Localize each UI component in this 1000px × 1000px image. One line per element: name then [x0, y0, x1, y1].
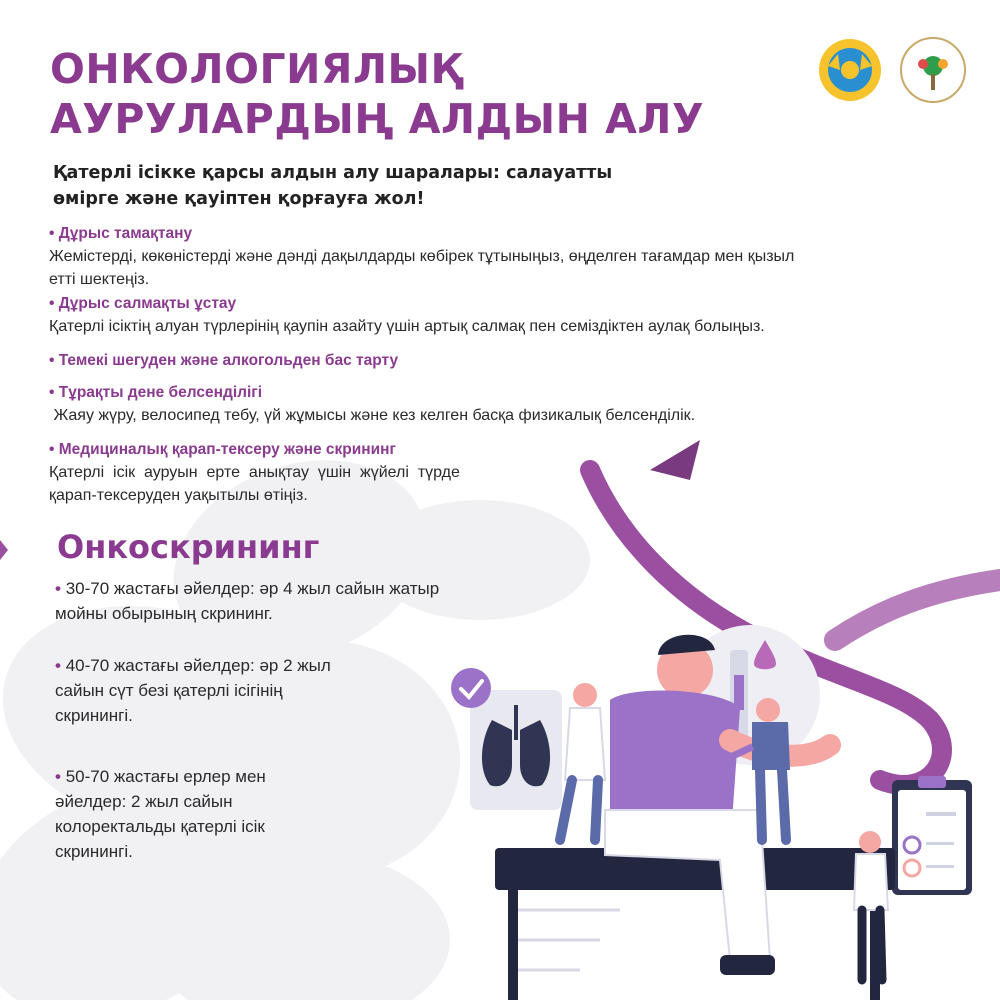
section-text-line: Қатерлі ісіктің алуан түрлерінің қаупін азайту үшін артық салмақ пен семіздіктен аулақ болыңыз. [49, 318, 765, 335]
onkoscreening-title: Онкоскрининг [57, 528, 320, 566]
section-text-line: етті шектеңіз. [49, 271, 150, 288]
screening-line: скринингі. [55, 842, 133, 861]
section-heading: • Темекі шегуден және алкогольден бас тарту [49, 352, 399, 369]
section-heading: • Тұрақты дене белсенділігі [49, 384, 263, 401]
section-text-line: Жаяу жүру, велосипед тебу, үй жұмысы және кез келген басқа физикалық белсенділік. [49, 407, 696, 424]
section-nutrition [49, 222, 794, 291]
logos [818, 36, 968, 106]
section-heading: • Медициналық қарап-тексеру және скрининг [49, 441, 396, 458]
section-screening [49, 438, 460, 507]
section-text-line: қарап-тексеруден уақытылы өтіңіз. [49, 487, 308, 504]
subtitle [53, 160, 693, 212]
page-title [50, 44, 704, 144]
screening-line: 40-70 жастағы әйелдер: әр 2 жыл [65, 656, 331, 675]
screening-line: 30-70 жастағы әйелдер: әр 4 жыл сайын жатыр [65, 579, 440, 598]
section-text-line: Қатерлі ісік ауруын ерте анықтау үшін жүйелі түрде [49, 464, 460, 481]
screening-line: әйелдер: 2 жыл сайын [55, 792, 233, 811]
screening-item [55, 653, 331, 728]
screening-line: скринингі. [55, 706, 133, 725]
ministry-tree-logo-icon [901, 38, 965, 102]
screening-line: 50-70 жастағы ерлер мен [65, 767, 266, 786]
section-smoking [49, 349, 398, 372]
section-activity [49, 381, 695, 427]
section-weight [49, 292, 765, 338]
bullet: • [55, 767, 61, 786]
screening-line: колоректальды қатерлі ісік [55, 817, 265, 836]
subtitle-line-1: Қатерлі ісікке қарсы алдын алу шаралары: салауатты [53, 163, 613, 183]
screening-item [55, 576, 439, 626]
subtitle-line-2: өмірге және қауіптен қорғауға жол! [53, 189, 425, 209]
page-title-line-1: ОНКОЛОГИЯЛЫҚ [50, 45, 463, 93]
screening-item [55, 764, 266, 864]
screening-line: сайын сүт безі қатерлі ісігінің [55, 681, 283, 700]
section-text-line: Жемістерді, көкөністерді және дәнді дақылдарды көбірек тұтыныңыз, өңделген тағамдар мен қызыл [49, 248, 795, 265]
section-heading: • Дұрыс салмақты ұстау [49, 295, 237, 312]
bullet: • [55, 656, 61, 675]
screening-line: мойны обырының скрининг. [55, 604, 273, 623]
section-heading: • Дұрыс тамақтану [49, 225, 193, 242]
bullet: • [55, 579, 61, 598]
state-emblem-icon [819, 39, 881, 101]
page-title-line-2: АУРУЛАРДЫҢ АЛДЫН АЛУ [50, 95, 705, 143]
